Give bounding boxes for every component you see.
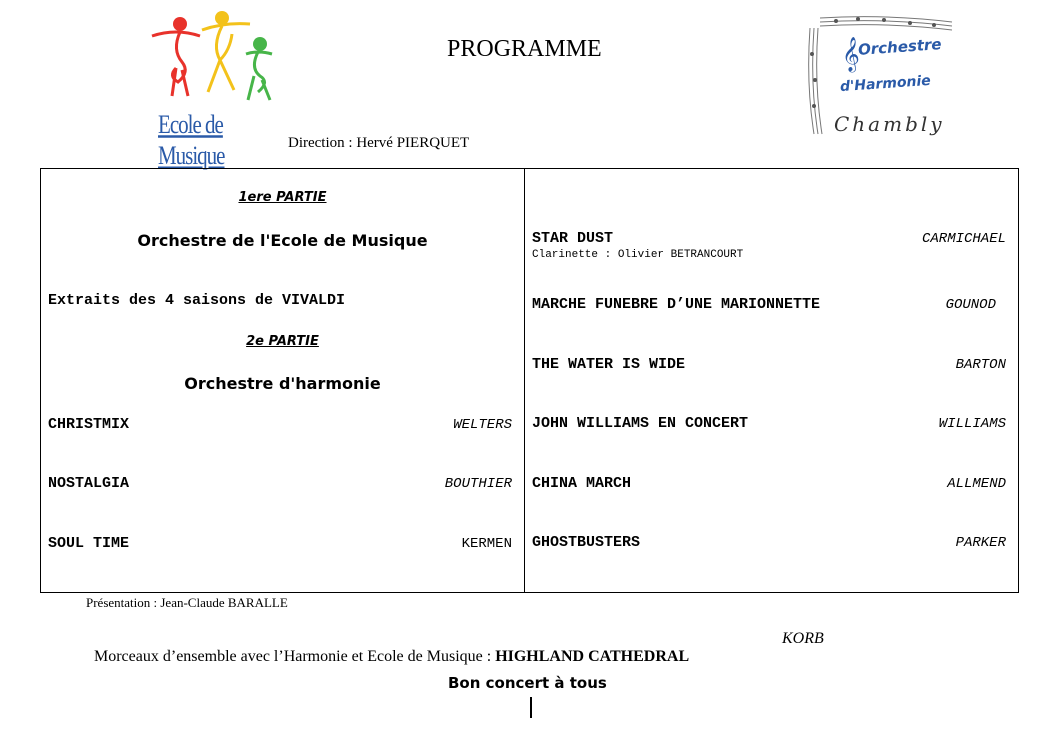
part1-orchestra: Orchestre de l'Ecole de Musique [137,231,428,250]
ecole-de-musique-logo [146,10,286,171]
page-title: PROGRAMME [447,36,602,62]
right-item-title: MARCHE FUNEBRE D’UNE MARIONNETTE [532,296,821,313]
logo-right-line2: d'Harmonie [839,72,932,96]
left-item-title: SOUL TIME [48,535,130,552]
left-item-composer: BOUTHIER [444,476,512,492]
right-item-title: JOHN WILLIAMS EN CONCERT [532,415,749,432]
logo-left-text: Ecole de Musique [158,109,225,171]
right-item-title: THE WATER IS WIDE [532,356,686,373]
right-item-note: Clarinette : Olivier BETRANCOURT [532,249,744,261]
right-item-title: STAR DUST [532,230,614,247]
direction-text: Direction : Hervé PIERQUET [288,135,470,151]
left-item-composer: WELTERS [453,417,512,433]
right-item-title: CHINA MARCH [532,475,632,492]
right-item-composer: PARKER [955,535,1006,551]
ensemble-composer: KORB [782,630,824,647]
left-item-title: NOSTALGIA [48,475,130,492]
ensemble-prefix: Morceaux d’ensemble avec l’Harmonie et Ecole de Musique : [94,648,496,665]
presentation-text: Présentation : Jean-Claude BARALLE [86,595,288,610]
right-item-composer: WILLIAMS [938,416,1006,432]
left-item-title: CHRISTMIX [48,416,130,433]
orchestre-harmonie-logo [806,14,956,142]
treble-clef-icon: 𝄞 [842,37,860,72]
right-item-composer: CARMICHAEL [921,231,1006,247]
right-item-composer: GOUNOD [945,297,996,313]
ensemble-piece: HIGHLAND CATHEDRAL [495,648,690,665]
ensemble-line [86,630,689,666]
logo-right-line1: Orchestre [857,35,943,59]
logo-right-line3: Chambly [834,112,945,136]
part1-piece: Extraits des 4 saisons de VIVALDI [48,292,346,309]
text-cursor [530,697,532,718]
right-item-title: GHOSTBUSTERS [532,534,641,551]
right-item-composer: BARTON [955,357,1006,373]
right-item-composer: ALLMEND [947,476,1006,492]
left-item-composer: KERMEN [461,536,512,552]
part1-heading: 1ere PARTIE [238,190,327,205]
part2-orchestra: Orchestre d'harmonie [184,374,381,393]
closing-text: Bon concert à tous [448,674,607,692]
musicians-figures-icon [146,10,286,110]
part2-heading: 2e PARTIE [246,334,319,349]
